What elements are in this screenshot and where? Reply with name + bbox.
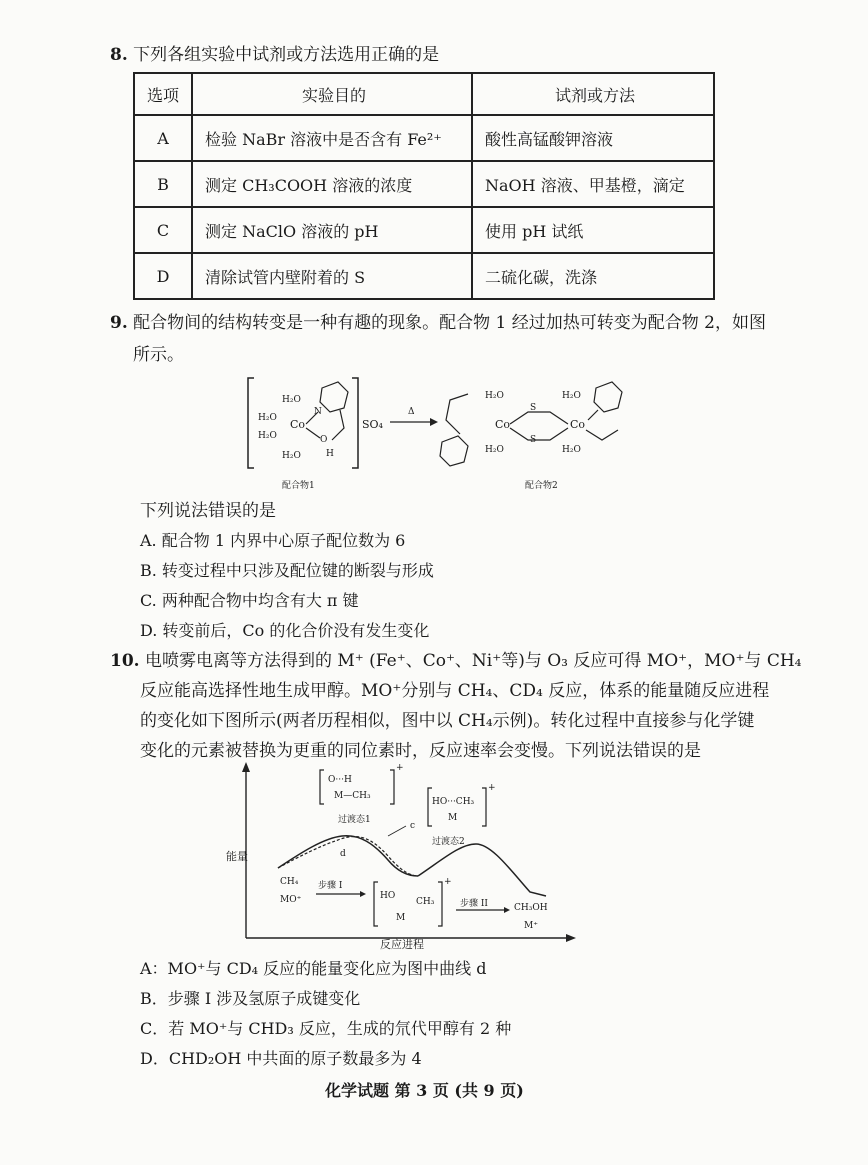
ts1-structure-bottom: M—CH₃ — [334, 791, 371, 801]
complex-2-label: 配合物2 — [525, 481, 558, 491]
table-cell: C — [134, 207, 192, 253]
table-header-cell: 实验目的 — [192, 73, 472, 115]
nitrogen-label: N — [314, 407, 322, 417]
question-9-option-b: B. 转变过程中只涉及配位键的断裂与形成 — [140, 561, 434, 580]
y-axis-label: 能量 — [226, 850, 248, 863]
curve-d — [278, 836, 418, 876]
table-cell: 检验 NaBr 溶液中是否含有 Fe²⁺ — [192, 115, 472, 161]
question-10-option-c: C．若 MO⁺与 CHD₃ 反应，生成的氘代甲醇有 2 种 — [140, 1019, 512, 1038]
question-10-stem-line1: 10. 电喷雾电离等方法得到的 M⁺ (Fe⁺、Co⁺、Ni⁺等)与 O₃ 反应可得 MO⁺，MO⁺与 CH₄ — [110, 651, 802, 671]
step-1-label: 步骤 I — [318, 881, 343, 891]
table-row — [134, 161, 714, 207]
sulfur-label: S — [530, 435, 537, 445]
intermediate-structure-bottom: M — [396, 913, 406, 923]
ligand-label: H₂O — [258, 413, 277, 423]
table-row — [134, 207, 714, 253]
energy-profile-figure — [220, 760, 590, 950]
table-header-cell: 选项 — [134, 73, 192, 115]
bracket-right — [352, 378, 358, 468]
product-ch3oh: CH₃OH — [514, 903, 548, 913]
intermediate-structure-top: HO — [380, 891, 396, 901]
question-10-stem-line3: 的变化如下图所示(两者历程相似，图中以 CH₄示例)。转化过程中直接参与化学键 — [140, 711, 755, 731]
plus-sign: + — [444, 877, 452, 887]
question-8-stem: 8. 下列各组实验中试剂或方法选用正确的是 — [110, 45, 440, 65]
question-9-prompt: 下列说法错误的是 — [140, 501, 276, 521]
sulfate-label: SO₄ — [362, 418, 383, 431]
pyridine-ring — [320, 382, 348, 412]
question-9-stem-line2: 所示。 — [133, 345, 184, 365]
question-10-option-a: A：MO⁺与 CD₄ 反应的能量变化应为图中曲线 d — [140, 959, 487, 978]
question-8-table — [133, 72, 715, 300]
question-9-stem: 9. 配合物间的结构转变是一种有趣的现象。配合物 1 经过加热可转变为配合物 2，如图 — [110, 313, 766, 333]
reactant-ch4: CH₄ — [280, 877, 299, 887]
page-footer: 化学试题 第 3 页 (共 9 页) — [325, 1081, 524, 1100]
ligand-label: H₂O — [282, 395, 301, 405]
curve-c — [278, 837, 418, 876]
question-9-option-d: D. 转变前后，Co 的化合价没有发生变化 — [140, 621, 430, 640]
table-cell: 使用 pH 试纸 — [472, 207, 714, 253]
hydrogen-label: H — [326, 449, 334, 459]
ts1-structure-top: O···H — [328, 775, 352, 785]
cobalt-label: Co — [495, 418, 511, 431]
plus-sign: + — [488, 783, 496, 793]
table-cell: D — [134, 253, 192, 299]
product-m-plus: M⁺ — [524, 921, 538, 931]
curve-c-label: c — [410, 821, 416, 831]
table-cell: B — [134, 161, 192, 207]
table-cell: 测定 CH₃COOH 溶液的浓度 — [192, 161, 472, 207]
table-row — [134, 115, 714, 161]
pyridine-ring — [594, 382, 622, 412]
curve-step-2 — [418, 844, 546, 896]
table-cell: 二硫化碳，洗涤 — [472, 253, 714, 299]
intermediate-structure-right: CH₃ — [416, 897, 435, 907]
ligand-label: H₂O — [562, 445, 581, 455]
cobalt-label: Co — [290, 418, 306, 431]
step-2-label: 步骤 II — [460, 899, 488, 909]
sulfur-label: S — [530, 403, 537, 413]
curve-d-label: d — [340, 849, 346, 859]
ligand-label: H₂O — [485, 391, 504, 401]
question-10-stem-line4: 变化的元素被替换为更重的同位素时，反应速率会变慢。下列说法错误的是 — [140, 741, 701, 761]
bracket-left — [248, 378, 254, 468]
ts2-label: 过渡态2 — [432, 837, 465, 847]
plus-sign: + — [396, 763, 404, 773]
table-header-cell: 试剂或方法 — [472, 73, 714, 115]
table-header-row — [134, 73, 714, 115]
ligand-label: H₂O — [562, 391, 581, 401]
table-row — [134, 253, 714, 299]
table-cell: NaOH 溶液、甲基橙，滴定 — [472, 161, 714, 207]
ligand-label: H₂O — [485, 445, 504, 455]
question-9-option-a: A. 配合物 1 内界中心原子配位数为 6 — [140, 531, 406, 550]
complex-conversion-figure — [240, 370, 640, 495]
ts2-structure-bottom: M — [448, 813, 458, 823]
pyridine-ring — [440, 436, 468, 466]
table-cell: 酸性高锰酸钾溶液 — [472, 115, 714, 161]
ligand-label: H₂O — [258, 431, 277, 441]
ligand-label: H₂O — [282, 451, 301, 461]
oxygen-label: O — [320, 435, 328, 445]
question-10-option-b: B．步骤 I 涉及氢原子成键变化 — [140, 989, 361, 1008]
complex-1-label: 配合物1 — [282, 481, 315, 491]
table-cell: 测定 NaClO 溶液的 pH — [192, 207, 472, 253]
question-10-option-d: D．CHD₂OH 中共面的原子数最多为 4 — [140, 1049, 422, 1068]
reactant-mo-plus: MO⁺ — [280, 895, 302, 905]
ts1-label: 过渡态1 — [338, 815, 371, 825]
x-axis-label: 反应进程 — [380, 938, 424, 950]
heat-symbol: Δ — [408, 407, 415, 417]
question-10-stem-line2: 反应能高选择性地生成甲醇。MO⁺分别与 CH₄、CD₄ 反应，体系的能量随反应进程 — [140, 681, 770, 701]
ts2-structure-top: HO···CH₃ — [432, 797, 475, 807]
table-cell: A — [134, 115, 192, 161]
cobalt-label: Co — [570, 418, 586, 431]
question-9-option-c: C. 两种配合物中均含有大 π 键 — [140, 591, 359, 610]
table-cell: 清除试管内壁附着的 S — [192, 253, 472, 299]
